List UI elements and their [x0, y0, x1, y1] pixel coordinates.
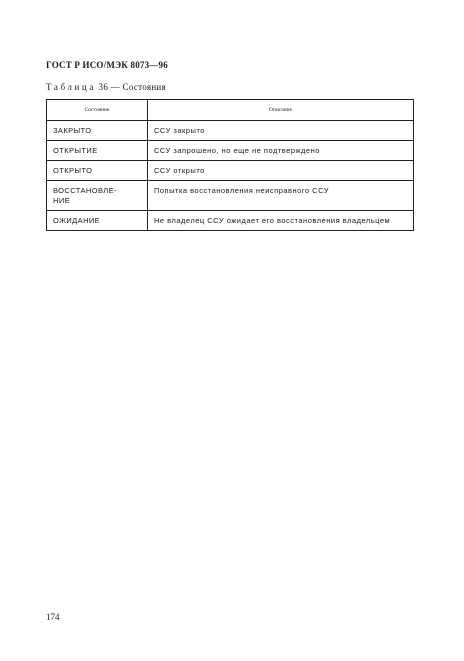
- description-cell: ССУ запрошено, но еще не подтверждено: [148, 141, 414, 161]
- table-caption-title: 36 — Состояния: [98, 82, 166, 92]
- document-header: ГОСТ Р ИСО/МЭК 8073—96: [46, 60, 168, 70]
- state-cell: ЗАКРЫТО: [47, 121, 148, 141]
- state-cell: ОЖИДАНИЕ: [47, 211, 148, 231]
- table-row: [47, 211, 414, 231]
- table-row: [47, 141, 414, 161]
- description-cell: Не владелец ССУ ожидает его восстановления владельцем: [148, 211, 414, 231]
- column-header-state: Состояние: [47, 100, 148, 121]
- description-cell: ССУ открыто: [148, 161, 414, 181]
- state-cell: ОТКРЫТО: [47, 161, 148, 181]
- table-row: [47, 121, 414, 141]
- table-row: [47, 181, 414, 211]
- description-cell: ССУ закрыто: [148, 121, 414, 141]
- table-caption-label: Таблица: [46, 82, 96, 92]
- states-table: [46, 99, 414, 231]
- column-header-description: Описание: [148, 100, 414, 121]
- description-cell: Попытка восстановления неисправного ССУ: [148, 181, 414, 211]
- table-header-row: [47, 100, 414, 121]
- table-row: [47, 161, 414, 181]
- table-caption: [46, 82, 166, 92]
- state-cell: ВОССТАНОВЛЕ- НИЕ: [47, 181, 148, 211]
- state-cell: ОТКРЫТИЕ: [47, 141, 148, 161]
- page-number: 174: [46, 612, 60, 622]
